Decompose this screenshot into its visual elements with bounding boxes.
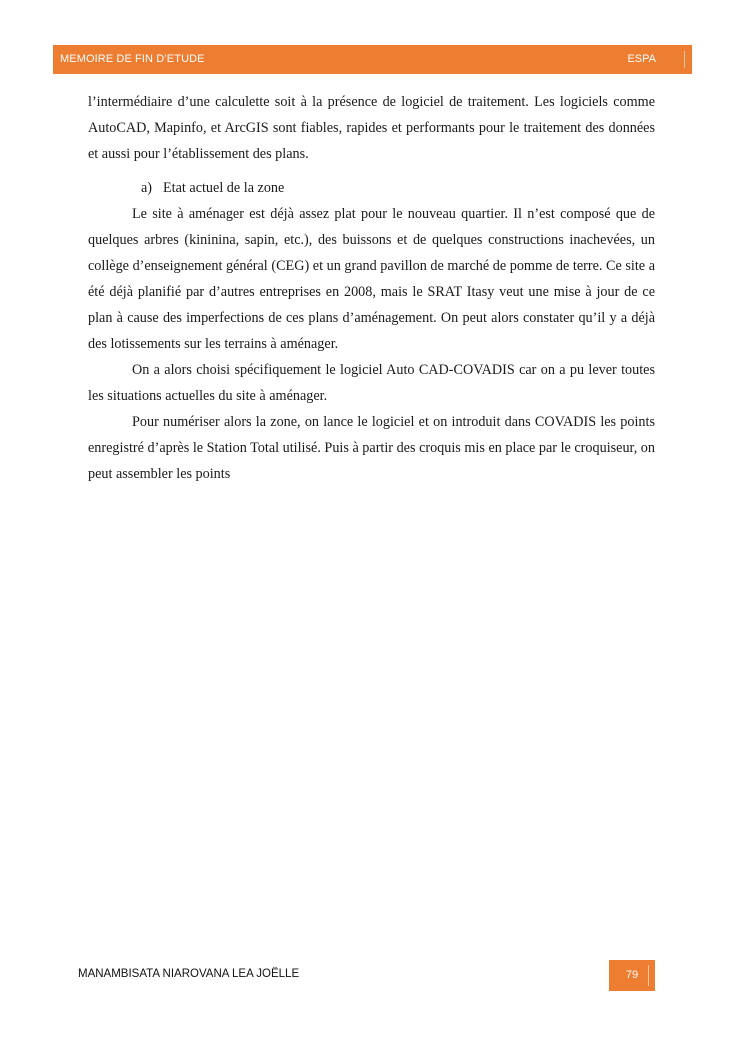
subheading-text: Etat actuel de la zone (163, 180, 285, 196)
subheading-marker: a) (141, 180, 153, 196)
section-subheading (88, 175, 655, 201)
page-number: 79 (625, 969, 639, 981)
page-number-divider (648, 965, 649, 986)
footer-author: MANAMBISATA NIAROVANA LEA JOËLLE (78, 968, 300, 980)
header-institution: ESPA (627, 53, 656, 65)
page-number-box (609, 960, 655, 991)
paragraph-software-choice: On a alors choisi spécifiquement le logiciel Auto CAD-COVADIS car on a pu lever toutes les situations actuelles du site à aménager. (88, 362, 655, 404)
page-header (53, 45, 692, 74)
paragraph-digitization: Pour numériser alors la zone, on lance le logiciel et on introduit dans COVADIS les points enregistré d’après le Station Total utilisé. Puis à partir des croquis mis en place par le croquiseur, on peut assembler les points (88, 414, 655, 482)
paragraph-site-description: Le site à aménager est déjà assez plat pour le nouveau quartier. Il n’est composé que de quelques arbres (kininina, sapin, etc.), des buissons et de quelques constructions inachevées, un collège d’enseignement général (CEG) et un grand pavillon de marché de pomme de terre. Ce site a été déjà planifié par d’autres entreprises en 2008, mais le SRAT Itasy veut une mise à jour de ce plan à cause des imperfections de ces plans d’aménagement. On peut alors constater qu’il y a déjà des lotissements sur les terrains à aménager. (88, 206, 655, 352)
header-document-title: MEMOIRE DE FIN D’ETUDE (60, 53, 205, 65)
header-divider (684, 51, 685, 68)
paragraph-continuation: l’intermédiaire d’une calculette soit à la présence de logiciel de traitement. Les logiciels comme AutoCAD, Mapinfo, et ArcGIS sont fiables, rapides et performants pour le traitement des données et aussi pour l’établissement des plans. (88, 94, 655, 162)
page-body (88, 89, 655, 487)
